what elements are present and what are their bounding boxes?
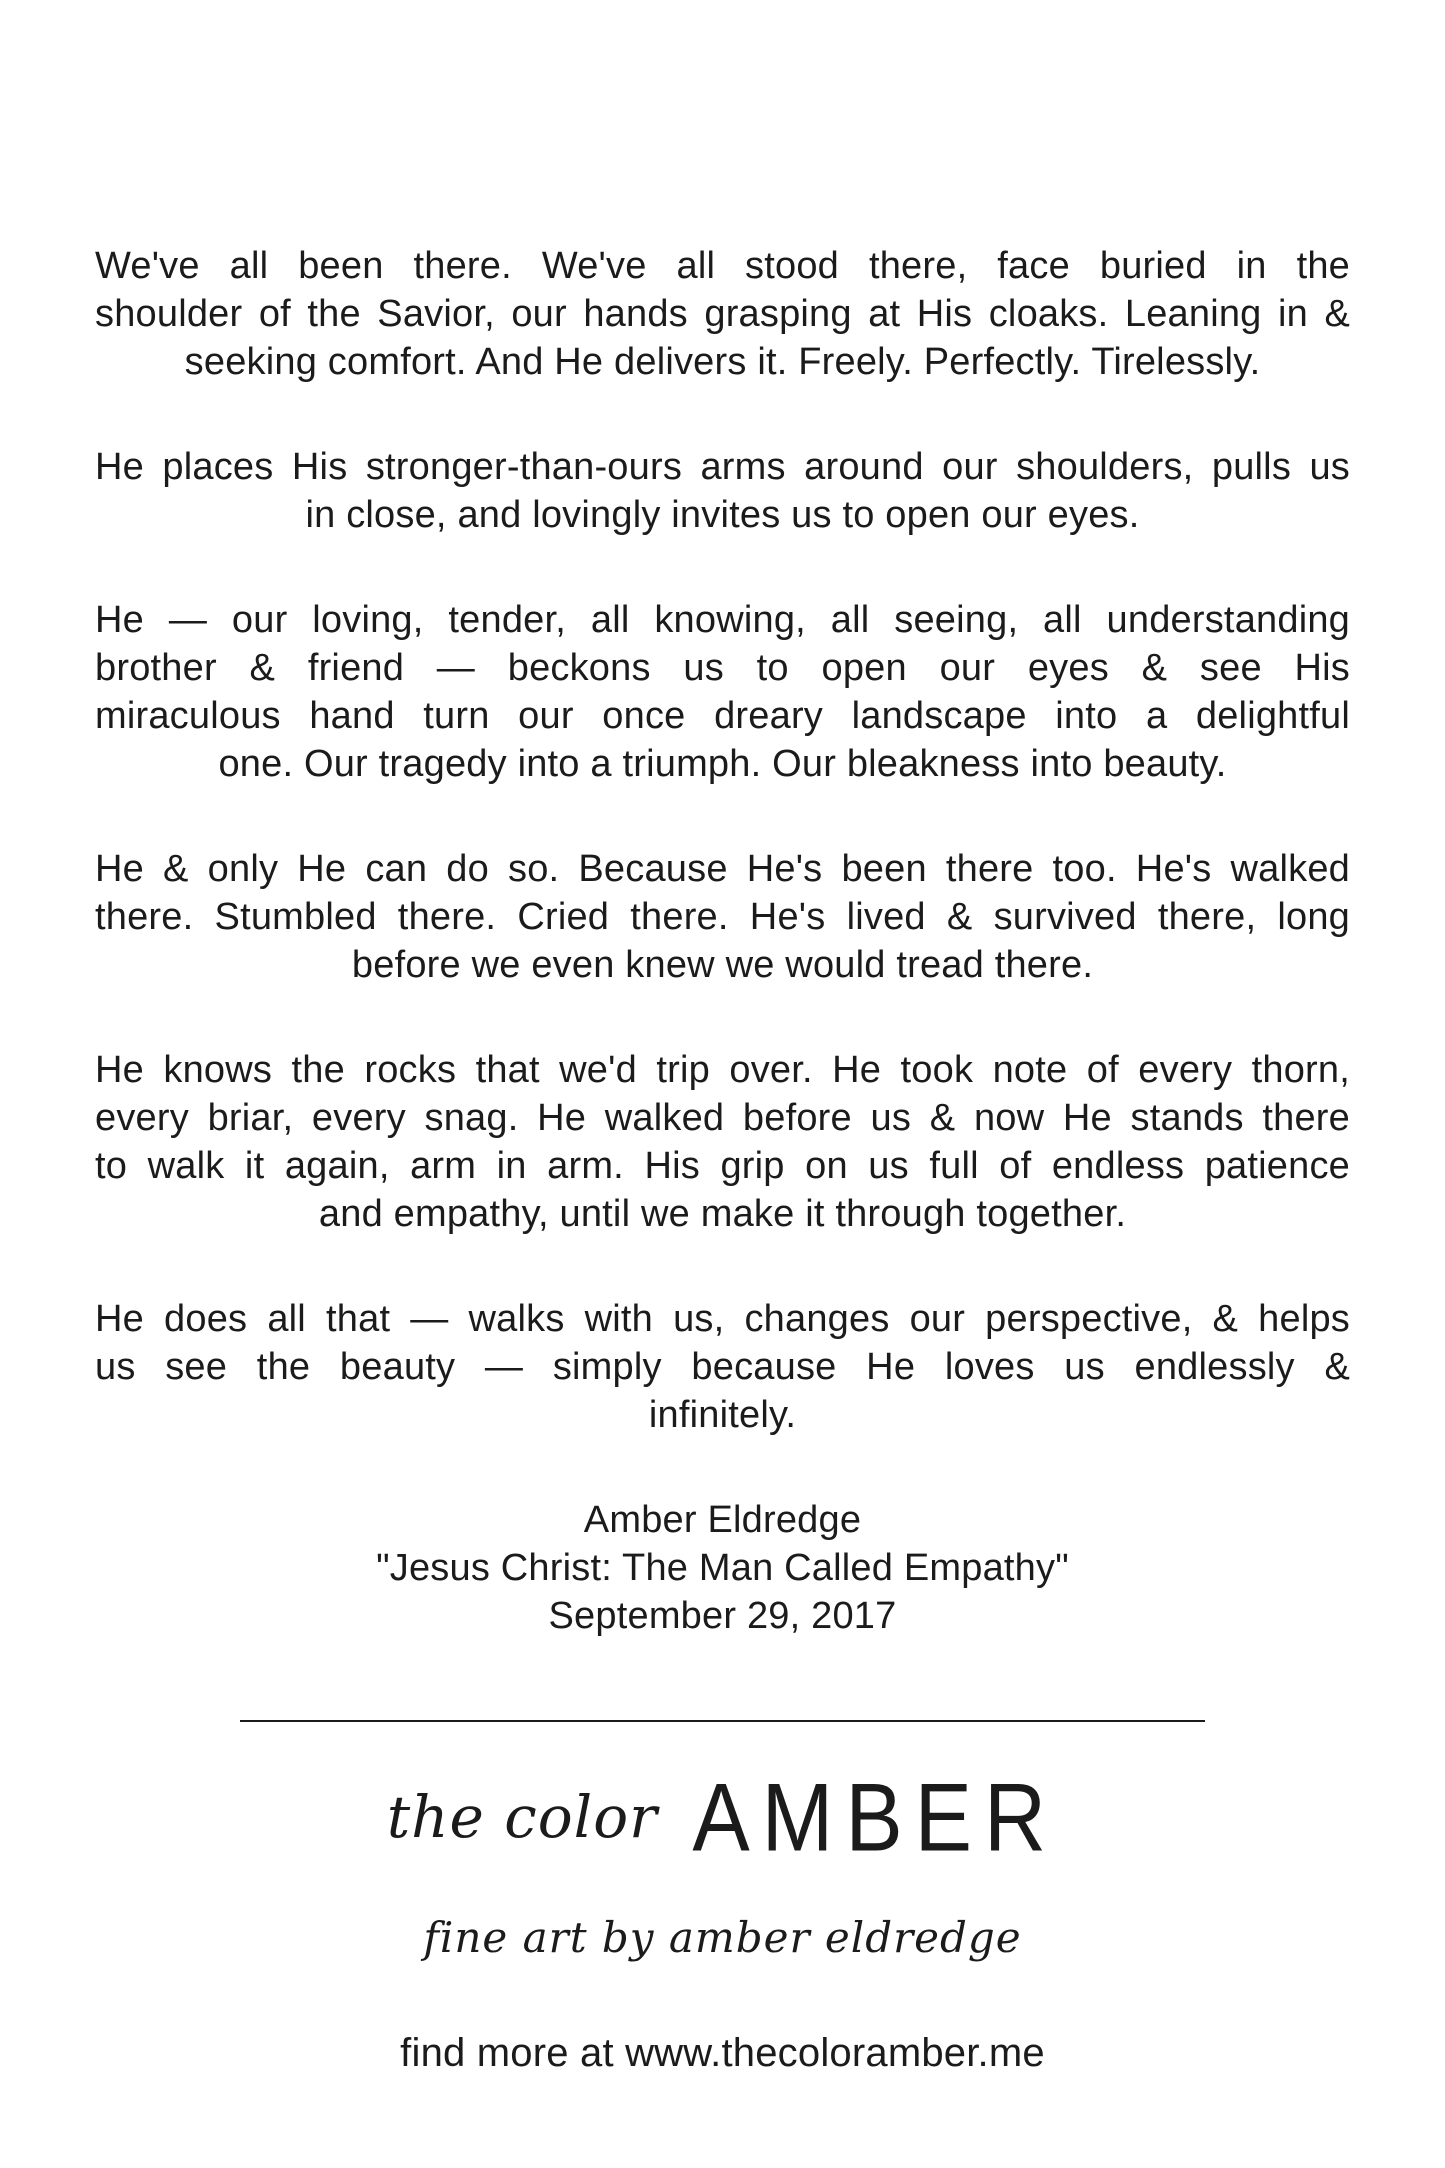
paragraph-line: He knows the rocks that we'd trip over. He took note of every thorn, [95, 1049, 1350, 1091]
paragraph-1 [95, 242, 1350, 386]
paragraph-line: us see the beauty — simply because He loves us endlessly & [95, 1346, 1350, 1388]
paragraph-line: He places His stronger-than-ours arms around our shoulders, pulls us [95, 446, 1350, 488]
paragraph-5 [95, 1046, 1350, 1238]
quote-paragraphs [95, 242, 1350, 1439]
paragraph-line: there. Stumbled there. Cried there. He's lived & survived there, long [95, 896, 1350, 938]
paragraph-line: He & only He can do so. Because He's been there too. He's walked [95, 848, 1350, 890]
brand-logo [0, 1764, 1445, 1963]
paragraph-line: every briar, every snag. He walked before us & now He stands there [95, 1097, 1350, 1139]
attribution-date: September 29, 2017 [548, 1595, 897, 1637]
divider-line [240, 1720, 1205, 1722]
paragraph-line: brother & friend — beckons us to open our eyes & see His [95, 647, 1350, 689]
paragraph-line: before we even knew we would tread there. [351, 944, 1094, 986]
paragraph-line: seeking comfort. And He delivers it. Freely. Perfectly. Tirelessly. [184, 341, 1261, 383]
logo-tagline: fine art by amber eldredge [423, 1913, 1022, 1962]
paragraph-2 [95, 443, 1350, 539]
paragraph-line: miraculous hand turn our once dreary landscape into a delightful [95, 695, 1350, 737]
paragraph-line: He does all that — walks with us, changes our perspective, & helps [95, 1298, 1350, 1340]
paragraph-4 [95, 845, 1350, 989]
paragraph-6 [95, 1295, 1350, 1439]
brand-logo-wordmark [0, 1764, 1445, 1893]
paragraph-line: We've all been there. We've all stood there, face buried in the [95, 245, 1350, 287]
paragraph-line: in close, and lovingly invites us to open our eyes. [305, 494, 1140, 536]
logo-caps-text: AMBER [692, 1764, 1059, 1872]
paragraph-line: shoulder of the Savior, our hands grasping at His cloaks. Leaning in & [95, 293, 1350, 335]
logo-script-text: the color [386, 1783, 658, 1851]
footer-url-line: find more at www.thecoloramber.me [400, 2031, 1045, 2075]
paragraph-3 [95, 596, 1350, 788]
paragraph-line: to walk it again, arm in arm. His grip on us full of endless patience [95, 1145, 1350, 1187]
paragraph-line: infinitely. [648, 1394, 797, 1436]
paragraph-line: and empathy, until we make it through together. [318, 1193, 1127, 1235]
paragraph-line: one. Our tragedy into a triumph. Our bleakness into beauty. [218, 743, 1227, 785]
attribution-quote-title: "Jesus Christ: The Man Called Empathy" [376, 1547, 1069, 1589]
attribution-block [95, 1496, 1350, 1640]
paragraph-line: He — our loving, tender, all knowing, all seeing, all understanding [95, 599, 1350, 641]
attribution-author: Amber Eldredge [583, 1499, 862, 1541]
